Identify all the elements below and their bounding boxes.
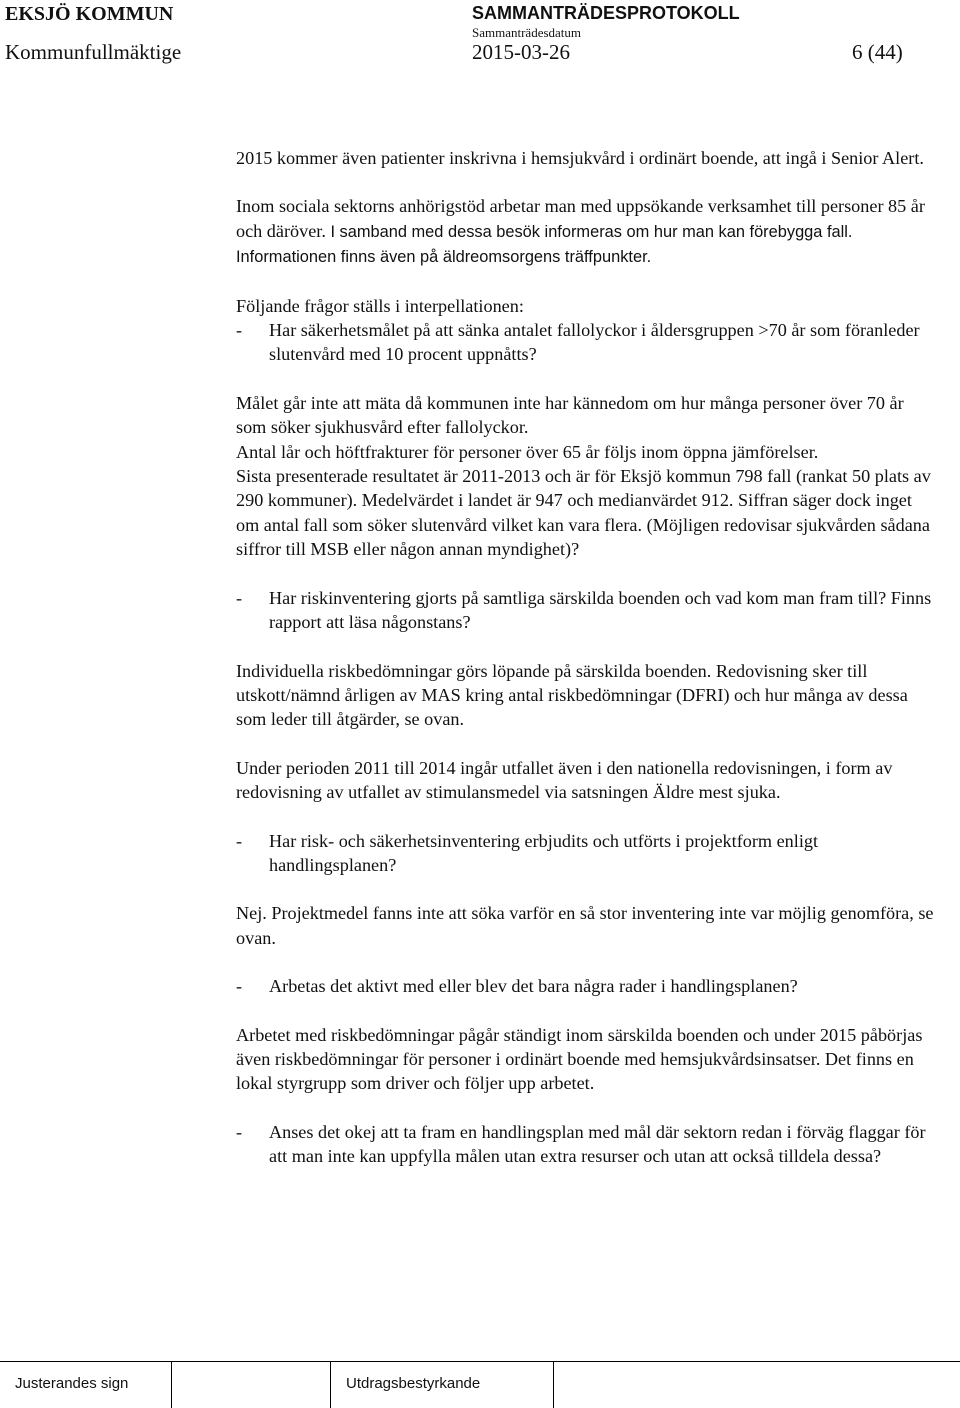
answer-4: Arbetet med riskbedömningar pågår ständigt inom särskilda boenden och under 2015 påbörjas även riskbedömningar för personer i ordinärt boende med hemsjukvårdsinsatser. Det finns en lokal styrgrupp som driver och följer upp arbetet. [236, 1024, 923, 1094]
dash-marker: - [236, 1121, 243, 1142]
question-3-text: Har risk- och säkerhetsinventering erbjudits och utförts i projektform enligt handlingsplanen? [269, 830, 819, 875]
footer-divider [330, 1362, 331, 1408]
dash-marker: - [236, 976, 243, 997]
question-2-text: Har riskinventering gjorts på samtliga särskilda boenden och vad kom man fram till? Finns rapport att läsa någonstans? [269, 587, 932, 633]
question-3 [236, 829, 936, 878]
page-number: 6 (44) [852, 40, 903, 64]
footer-divider [553, 1362, 554, 1408]
document-body [236, 146, 936, 1193]
utdragsbestyrkande-label: Utdragsbestyrkande [346, 1375, 481, 1392]
question-1-text: Har säkerhetsmålet på att sänka antalet fallolyckor i åldersgruppen >70 år som föranleder slutenvård med 10 procent uppnåtts? [269, 320, 920, 365]
paragraph-anhorigstod-part1: Inom sociala sektorns anhörigstöd arbetar man med uppsökande verksamhet till personer 85 år och däröver. [236, 196, 925, 241]
question-5 [236, 1120, 936, 1169]
answer-1-part1: Målet går inte att mäta då kommunen inte har kännedom om hur många personer över 70 år som söker sjukhusvård efter fallolyckor. [236, 392, 904, 438]
justerandes-sign-label: Justerandes sign [15, 1375, 129, 1392]
question-1 [236, 318, 936, 367]
organization-name: EKSJÖ KOMMUN [5, 3, 174, 25]
meeting-date: 2015-03-26 [472, 40, 570, 64]
assembly-name: Kommunfullmäktige [5, 40, 182, 64]
date-label: Sammanträdesdatum [472, 25, 582, 40]
question-2 [236, 586, 936, 635]
questions-intro: Följande frågor ställs i interpellationen: [236, 295, 524, 316]
question-5-text: Anses det okej att ta fram en handlingsplan med mål där sektorn redan i förväg flaggar för att man inte kan uppfylla målen utan extra resurser och utan att också tilldela dessa? [269, 1121, 926, 1167]
answer-2-part2: Under perioden 2011 till 2014 ingår utfallet även i den nationella redovisningen, i form av redovisning av utfallet av stimulansmedel via satsningen Äldre mest sjuka. [236, 757, 893, 803]
dash-marker: - [236, 587, 243, 608]
document-title: SAMMANTRÄDESPROTOKOLL [472, 3, 740, 23]
paragraph-anhorigstod [236, 194, 936, 269]
page-footer [0, 1361, 960, 1408]
dash-marker: - [236, 320, 243, 341]
answer-3: Nej. Projektmedel fanns inte att söka varför en så stor inventering inte var möjlig genomföra, se ovan. [236, 903, 934, 948]
footer-divider [171, 1362, 172, 1408]
dash-marker: - [236, 830, 243, 851]
question-4-text: Arbetas det aktivt med eller blev det bara några rader i handlingsplanen? [269, 976, 798, 997]
paragraph-senior-alert: 2015 kommer även patienter inskrivna i hemsjukvård i ordinärt boende, att ingå i Senior Alert. [236, 148, 924, 168]
answer-1-part2: Antal lår och höftfrakturer för personer över 65 år följs inom öppna jämförelser. [236, 441, 819, 462]
answer-1-part3: Sista presenterade resultatet är 2011-2013 och är för Eksjö kommun 798 fall (rankat 50 plats av 290 kommuner). Medelvärdet i landet är 947 och medianvärdet 912. Siffran säger dock inget om antal fall som söker slutenvård vilket kan vara flera. (Möjligen redovisar sjukvården sådana siffror till MSB eller någon annan myndighet)? [236, 466, 931, 560]
question-4 [236, 974, 936, 998]
answer-2: Individuella riskbedömningar görs löpande på särskilda boenden. Redovisning sker till utskott/nämnd årligen av MAS kring antal riskbedömningar (DFRI) och hur många av dessa som leder till åtgärder, se ovan. [236, 660, 908, 730]
paragraph-anhorigstod-part2: I samband med dessa besök informeras om hur man kan förebygga fall. Informationen finns även på äldreomsorgens träffpunkter. [236, 222, 853, 267]
